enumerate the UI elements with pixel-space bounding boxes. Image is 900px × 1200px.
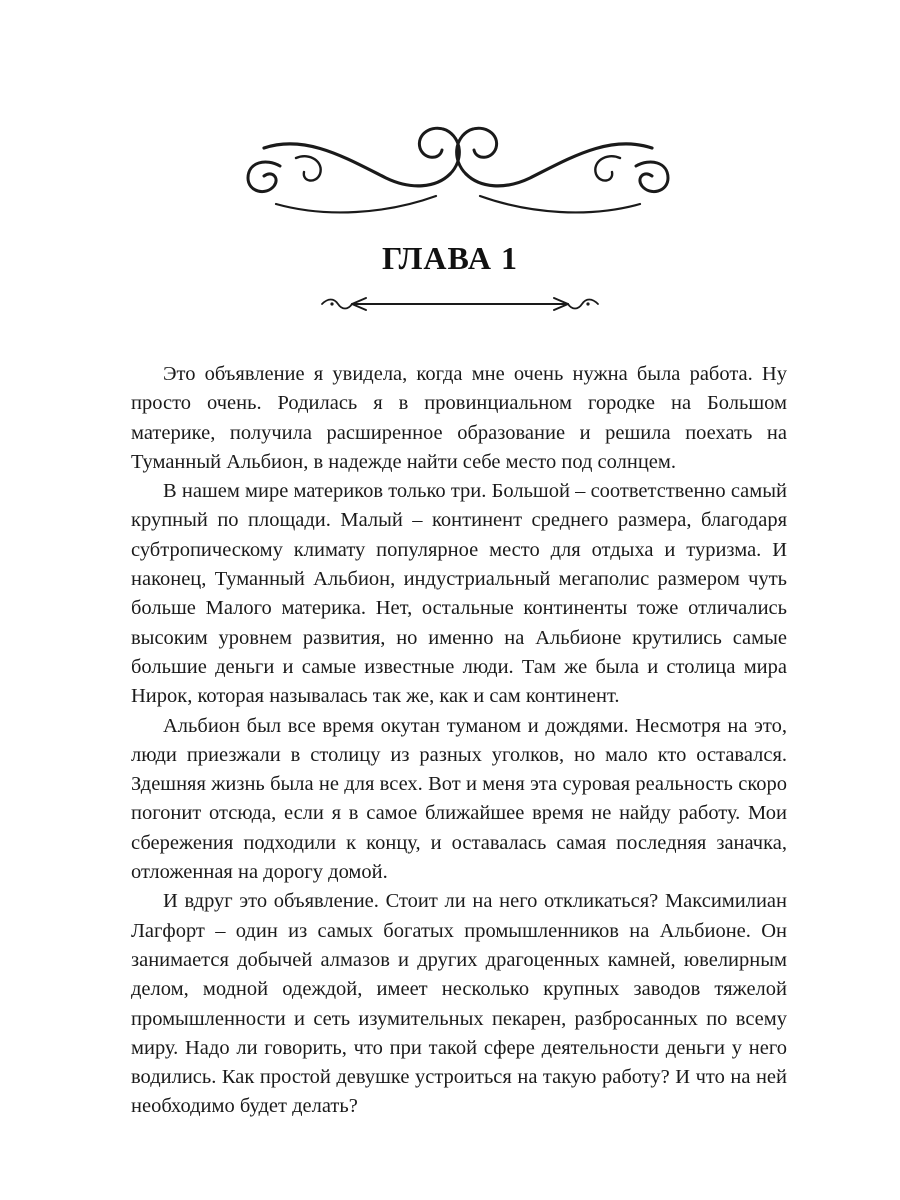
chapter-title: ГЛАВА 1 <box>382 240 518 276</box>
paragraph-4: И вдруг это объявление. Стоит ли на него откликаться? Максимилиан Лагфорт – один из самых богатых промышленников на Альбионе. Он занимается добычей алмазов и других драгоценных камней, ювелирным делом, модной одеждой, имеет несколько крупных заводов тяжелой промышленности и сеть изумительных пекарен, разбросанных по всему миру. Надо ли говорить, что при такой сфере деятельности деньги у него водились. Как простой девушке устроиться на такую работу? И что на ней необходимо будет делать? <box>131 890 787 1118</box>
paragraph-1: Это объявление я увидела, когда мне очень нужна была работа. Ну просто очень. Родилась я в провинциальном городке на Большом материке, получила расширенное образование и решила поехать на Туманный Альбион, в надежде найти себе место под солнцем. <box>131 363 787 473</box>
flourish-left <box>248 128 459 212</box>
flourish-ornament-icon <box>236 118 680 224</box>
flourish-right <box>457 128 668 212</box>
chapter-body <box>131 360 787 1122</box>
arrow-divider-icon <box>318 294 602 314</box>
paragraph-2: В нашем мире материков только три. Большой – соответственно самый крупный по площади. Малый – континент среднего размера, благодаря субтропическому климату популярное место для отдыха и туризма. И наконец, Туманный Альбион, индустриальный мегаполис размером чуть больше Малого материка. Нет, остальные континенты тоже отличались высоким уровнем развития, но именно на Альбионе крутились самые большие деньги и самые известные люди. Там же была и столица мира Нирок, которая называлась так же, как и сам континент. <box>131 480 787 708</box>
paragraph-3: Альбион был все время окутан туманом и дождями. Несмотря на это, люди приезжали в столицу из разных уголков, но мало кто оставался. Здешняя жизнь была не для всех. Вот и меня эта суровая реальность скоро погонит отсюда, если я в самое ближайшее время не найду работу. Мои сбережения подходили к концу, и оставалась самая последняя заначка, отложенная на дорогу домой. <box>131 714 787 884</box>
